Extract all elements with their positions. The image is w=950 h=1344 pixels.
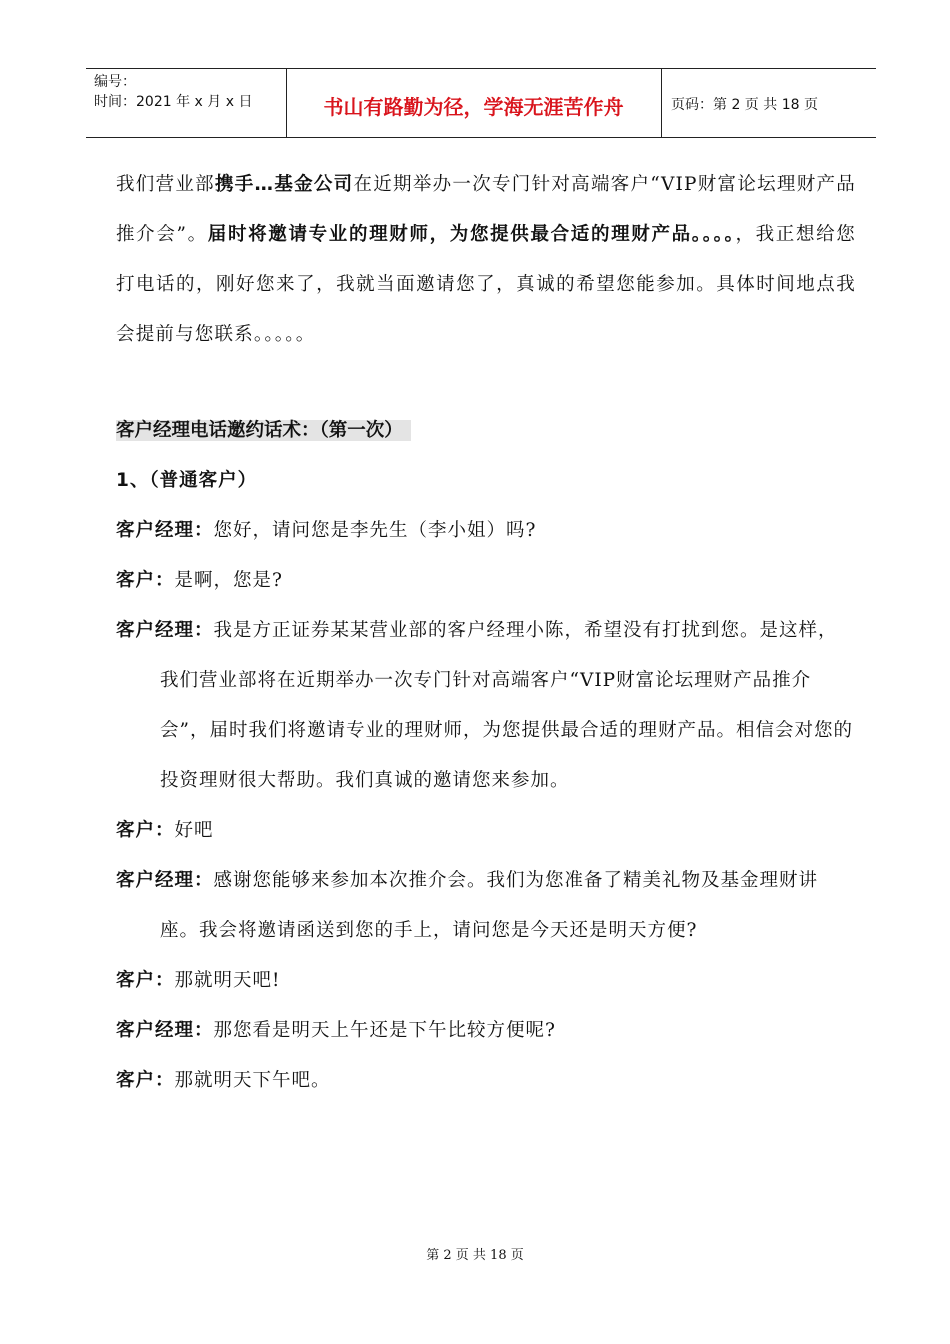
document-body	[116, 160, 856, 1106]
dialogue-line	[116, 1056, 856, 1106]
dialogue-text: 那您看是明天上午还是下午比较方便呢?	[213, 1020, 556, 1041]
speaker-label: 客户经理：	[116, 520, 214, 541]
speaker-label: 客户：	[116, 1070, 175, 1091]
intro-bold-2: 届时将邀请专业的理财师，为您提供最合适的理财产品。。。。	[207, 224, 736, 245]
speaker-label: 客户经理：	[116, 620, 214, 641]
motto: 书山有路勤为径，学海无涯苦作舟	[323, 95, 624, 119]
intro-bold-1: 携手…基金公司	[214, 174, 354, 195]
page-number-label: 页码：第 2 页 共 18 页	[671, 97, 818, 113]
section-subtitle: 1、（普通客户）	[116, 470, 258, 491]
intro-paragraph	[116, 160, 856, 360]
dialogue-text: 好吧	[174, 820, 214, 841]
speaker-label: 客户：	[116, 820, 175, 841]
dialogue-line	[116, 606, 856, 806]
dialogue-line	[116, 856, 856, 956]
time-label: 时间：2021 年 x 月 x 日	[94, 94, 253, 110]
dialogue-line	[116, 556, 856, 606]
dialogue-line	[116, 506, 856, 556]
dialogue-line	[116, 806, 856, 856]
dialogue-line	[116, 1006, 856, 1056]
header-page-cell	[661, 69, 876, 137]
dialogue-text: 是啊，您是?	[174, 570, 283, 591]
dialogue-text: 我是方正证券某某营业部的客户经理小陈，希望没有打扰到您。是这样，我们营业部将在近期举办一次专门针对高端客户“VIP财富论坛理财产品推介会”，届时我们将邀请专业的理财师，为您提供最合适的理财产品。相信会对您的投资理财很大帮助。我们真诚的邀请您来参加。	[160, 620, 853, 791]
header-motto-cell	[286, 69, 662, 137]
section-heading	[116, 406, 856, 456]
dialogue-text: 那就明天下午吧。	[174, 1070, 331, 1091]
dialogue-text: 感谢您能够来参加本次推介会。我们为您准备了精美礼物及基金理财讲座。我会将邀请函送到您的手上，请问您是今天还是明天方便?	[160, 870, 819, 941]
speaker-label: 客户经理：	[116, 1020, 214, 1041]
page-footer: 第 2 页 共 18 页	[426, 1248, 524, 1263]
section-title: 客户经理电话邀约话术：（第一次）	[116, 420, 411, 441]
speaker-label: 客户：	[116, 570, 175, 591]
intro-text-2: 在近期举办一次专门针对高端客户“VIP财富论坛理财产品推介会”。	[116, 174, 856, 245]
page-header	[86, 68, 876, 138]
header-meta-cell	[86, 69, 287, 137]
intro-text-3: ，我正想给您打电话的，刚好您来了，我就当面邀请您了，真诚的希望您能参加。具体时间地点我会提前与您联系。。。。。	[116, 224, 857, 345]
dialogue-text: 您好，请问您是李先生（李小姐）吗?	[213, 520, 537, 541]
speaker-label: 客户经理：	[116, 870, 214, 891]
intro-text-1: 我们营业部	[116, 174, 215, 195]
speaker-label: 客户：	[116, 970, 175, 991]
dialogue-line	[116, 956, 856, 1006]
dialogue-text: 那就明天吧!	[174, 970, 281, 991]
number-label: 编号：	[94, 74, 136, 90]
